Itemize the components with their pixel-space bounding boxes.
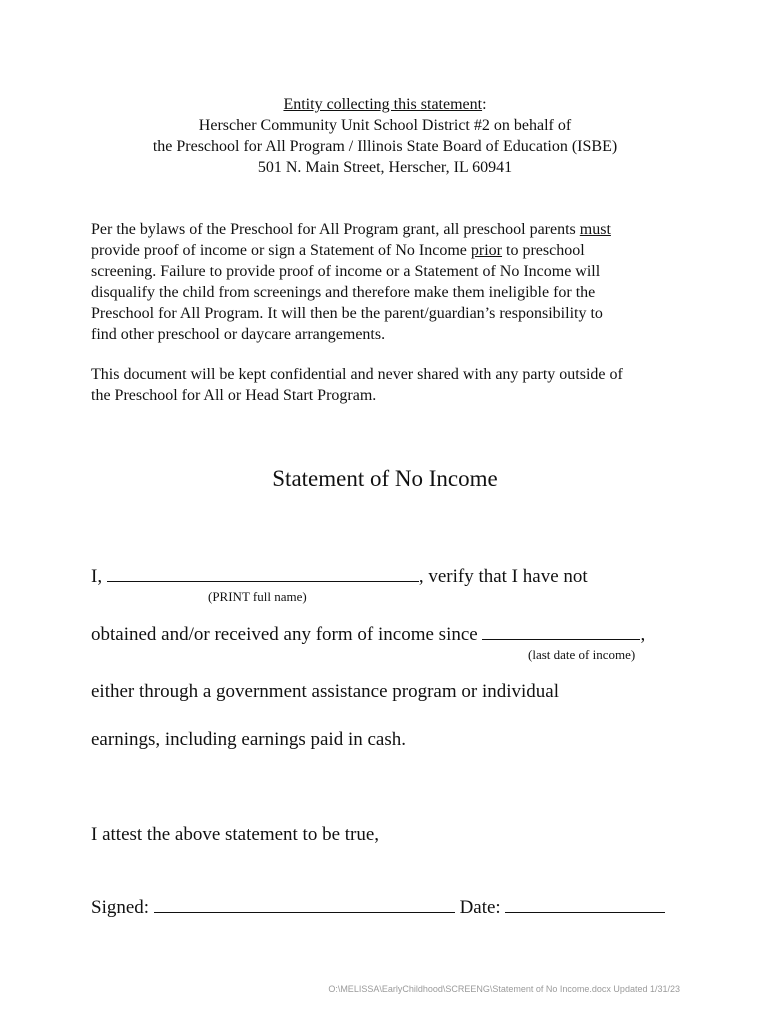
date-label: Date: xyxy=(454,897,506,918)
statement-line-date xyxy=(91,622,645,646)
statement-text: I, xyxy=(91,566,107,587)
last-income-date-field[interactable] xyxy=(482,622,640,640)
bylaws-line-4: disqualify the child from screenings and therefore make them ineligible for the xyxy=(91,284,596,301)
bylaws-line-1 xyxy=(91,219,691,240)
confidentiality-line-2: the Preschool for All or Head Start Program. xyxy=(91,387,377,404)
statement-text: obtained and/or received any form of income since xyxy=(91,624,483,645)
file-path-footer: O:\MELISSA\EarlyChildhood\SCREENG\Statement of No Income.docx Updated 1/31/23 xyxy=(328,984,680,994)
full-name-field[interactable] xyxy=(107,564,419,582)
document-title: Statement of No Income xyxy=(272,466,498,491)
statement-text: , xyxy=(640,624,646,645)
signature-line xyxy=(91,895,665,919)
statement-line-3: either through a government assistance program or individual xyxy=(91,681,560,702)
confidentiality-line-1: This document will be kept confidential and never shared with any party outside of xyxy=(91,366,623,383)
signature-field[interactable] xyxy=(154,895,455,913)
last-income-date-hint: (last date of income) xyxy=(528,647,636,662)
emphasis-must: must xyxy=(579,221,611,238)
entity-name: Herscher Community Unit School District #2 on behalf of xyxy=(198,117,572,134)
bylaws-text: to preschool xyxy=(502,242,585,259)
statement-text: , verify that I have not xyxy=(418,566,588,587)
attest-line: I attest the above statement to be true, xyxy=(91,824,380,845)
signed-label: Signed: xyxy=(91,897,154,918)
entity-program: the Preschool for All Program / Illinois State Board of Education (ISBE) xyxy=(152,138,618,155)
bylaws-text: Per the bylaws of the Preschool for All Program grant, all preschool parents xyxy=(91,221,580,238)
full-name-hint: (PRINT full name) xyxy=(208,589,307,604)
entity-label: Entity collecting this statement xyxy=(283,96,483,113)
bylaws-line-2 xyxy=(91,240,691,261)
bylaws-text: provide proof of income or sign a Statement of No Income xyxy=(91,242,471,259)
bylaws-line-6: find other preschool or daycare arrangements. xyxy=(91,326,386,343)
entity-colon: : xyxy=(482,96,487,113)
bylaws-paragraph xyxy=(91,219,691,345)
emphasis-prior: prior xyxy=(470,242,503,259)
entity-address: 501 N. Main Street, Herscher, IL 60941 xyxy=(257,159,513,176)
bylaws-line-5: Preschool for All Program. It will then be the parent/guardian’s responsibility to xyxy=(91,305,603,322)
confidentiality-paragraph xyxy=(91,364,691,406)
statement-line-name xyxy=(91,564,588,588)
entity-label-line xyxy=(0,94,770,115)
entity-header xyxy=(0,94,770,178)
bylaws-line-3: screening. Failure to provide proof of income or a Statement of No Income will xyxy=(91,263,601,280)
signature-date-field[interactable] xyxy=(505,895,665,913)
statement-line-4: earnings, including earnings paid in cash. xyxy=(91,729,407,750)
